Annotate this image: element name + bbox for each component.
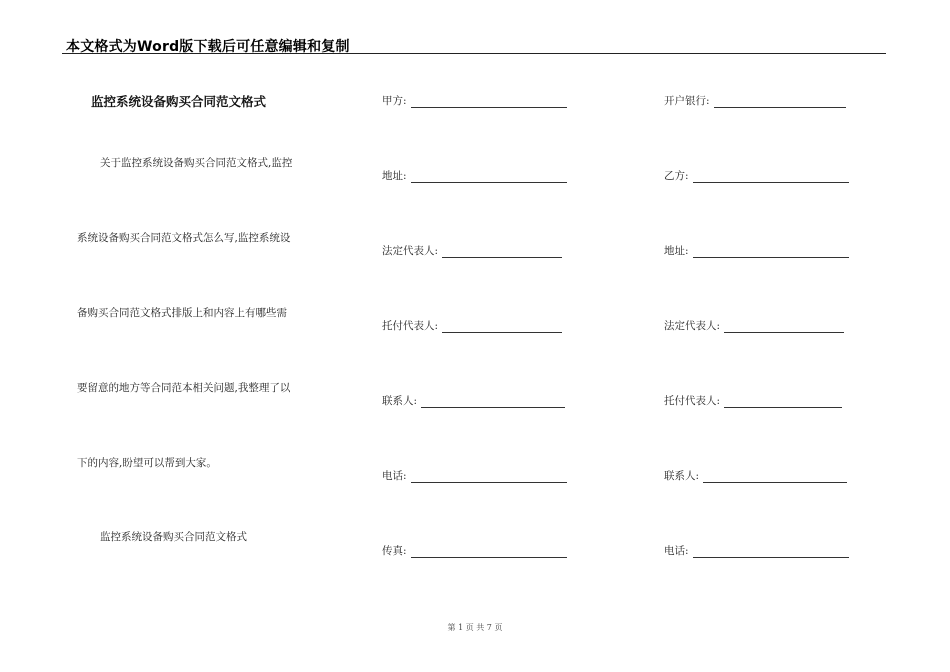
fill-line — [442, 322, 562, 333]
intro-line: 关于监控系统设备购买合同范文格式,监控 — [100, 157, 293, 169]
field-label: 法定代表人: — [382, 245, 439, 257]
fill-line — [693, 547, 849, 558]
fill-line — [693, 247, 849, 258]
field-label: 联系人: — [382, 395, 418, 407]
fill-line — [411, 97, 567, 108]
field-label: 传真: — [382, 545, 407, 557]
party-a-field — [382, 168, 567, 183]
party-b-field — [664, 393, 842, 408]
field-label: 地址: — [664, 245, 689, 257]
fill-line — [411, 472, 567, 483]
intro-line: 系统设备购买合同范文格式怎么写,监控系统设 — [77, 232, 291, 244]
field-label: 电话: — [664, 545, 689, 557]
party-a-field — [382, 543, 567, 558]
header-title: 本文格式为Word版下载后可任意编辑和复制 — [66, 39, 350, 55]
party-a-field — [382, 393, 565, 408]
fill-line — [724, 397, 842, 408]
fill-line — [411, 172, 567, 183]
fill-line — [724, 322, 844, 333]
party-b-field — [664, 168, 849, 183]
party-a-field — [382, 93, 567, 108]
party-b-field — [664, 93, 846, 108]
field-label: 电话: — [382, 470, 407, 482]
party-b-field — [664, 543, 849, 558]
field-label: 开户银行: — [664, 95, 710, 107]
field-label: 托付代表人: — [382, 320, 439, 332]
fill-line — [421, 397, 565, 408]
fill-line — [703, 472, 847, 483]
party-a-field — [382, 468, 567, 483]
field-label: 甲方: — [382, 95, 407, 107]
intro-line: 要留意的地方等合同范本相关问题,我整理了以 — [77, 382, 291, 394]
section-subheading: 监控系统设备购买合同范文格式 — [100, 531, 247, 543]
party-b-field — [664, 468, 847, 483]
page-number: 第 1 页 共 7 页 — [447, 623, 503, 632]
document-title: 监控系统设备购买合同范文格式 — [91, 94, 267, 109]
intro-line: 下的内容,盼望可以帮到大家。 — [77, 457, 217, 469]
field-label: 地址: — [382, 170, 407, 182]
fill-line — [442, 247, 562, 258]
fill-line — [411, 547, 567, 558]
fill-line — [693, 172, 849, 183]
intro-line: 备购买合同范文格式排版上和内容上有哪些需 — [77, 307, 287, 319]
party-b-field — [664, 318, 844, 333]
field-label: 乙方: — [664, 170, 689, 182]
field-label: 联系人: — [664, 470, 700, 482]
party-a-field — [382, 318, 562, 333]
party-b-field — [664, 243, 849, 258]
header-divider — [62, 53, 886, 54]
field-label: 法定代表人: — [664, 320, 721, 332]
party-a-field — [382, 243, 562, 258]
fill-line — [714, 97, 846, 108]
field-label: 托付代表人: — [664, 395, 721, 407]
